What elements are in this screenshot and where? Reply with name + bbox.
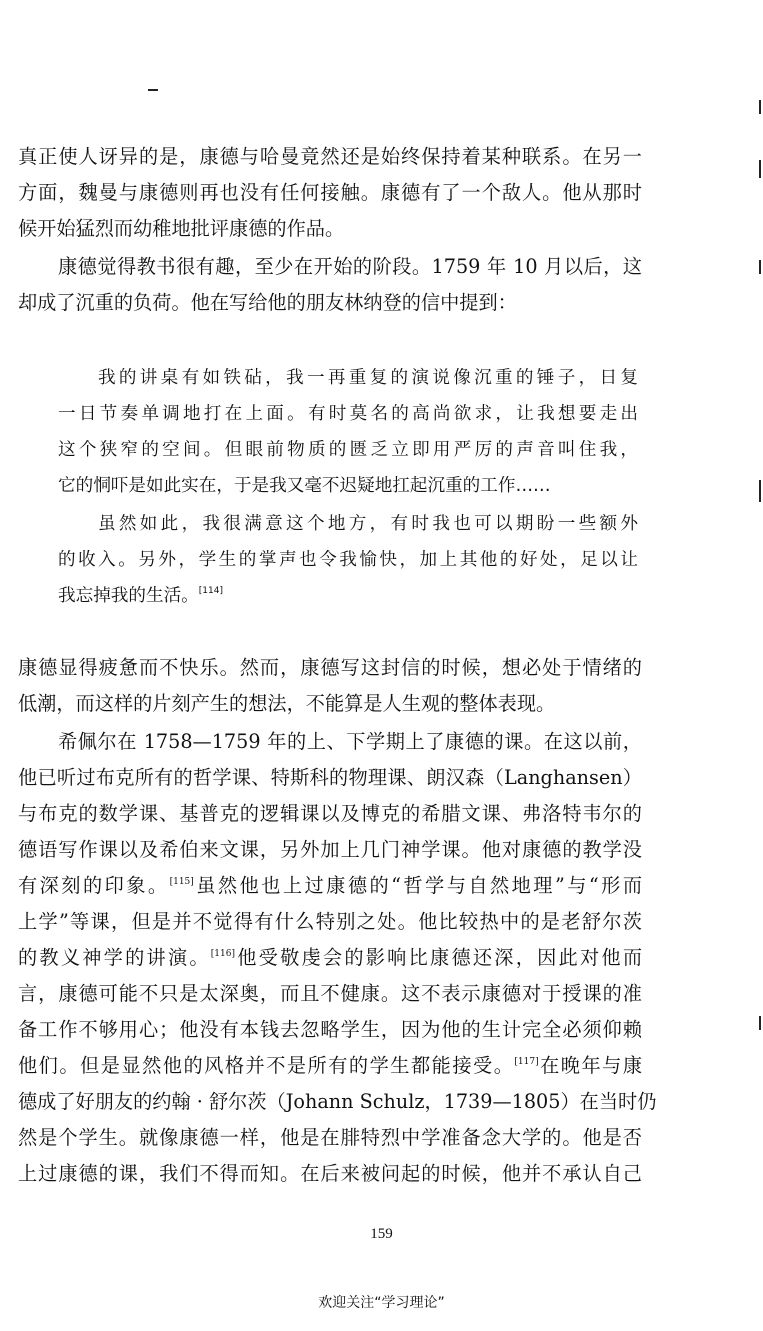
footnote-ref-115: [115] [169, 877, 194, 887]
body-text-line: 上过康德的课，我们不得而知。在后来被问起的时候，他并不承认自己 [18, 1162, 642, 1185]
quote-text-line: 它的恫吓是如此实在，于是我又毫不迟疑地扛起沉重的工作…… [58, 476, 551, 496]
body-text-line: 康德显得疲惫而不快乐。然而，康德写这封信的时候，想必处于情绪的 [18, 656, 642, 679]
body-text-line: 他已听过布克所有的哲学课、特斯科的物理课、朗汉森（Langhansen） [18, 766, 642, 789]
body-text-line [18, 874, 642, 898]
body-text: 他受敬虔会的影响比康德还深，因此对他而 [235, 946, 643, 969]
footnote-ref-114: [114] [198, 586, 223, 596]
scan-mark-right-5 [759, 1016, 761, 1030]
body-text-line: 候开始猛烈而幼稚地批评康德的作品。 [18, 217, 345, 240]
body-text: 有深刻的印象。 [18, 874, 170, 897]
scan-mark-right-1 [759, 100, 761, 114]
body-text-line: 备工作不够用心；他没有本钱去忽略学生，因为他的生计完全必须仰赖 [18, 1018, 642, 1041]
body-text: 虽然他也上过康德的“哲学与自然地理”与“形而 [193, 874, 643, 897]
quote-text-line: 我的讲桌有如铁砧，我一再重复的演说像沉重的锤子，日复 [98, 368, 638, 388]
body-text-line: 康德觉得教书很有趣，至少在开始的阶段。1759 年 10 月以后，这 [58, 255, 642, 278]
quote-text: 我忘掉我的生活。 [58, 586, 199, 606]
body-text-line: 上学”等课，但是并不觉得有什么特别之处。他比较热中的是老舒尔茨 [18, 910, 642, 933]
body-text-line [18, 946, 642, 970]
body-text: 他们。但是显然他的风格并不是所有的学生都能接受。 [18, 1054, 515, 1077]
body-text-line: 希佩尔在 1758—1759 年的上、下学期上了康德的课。在这以前， [58, 730, 642, 753]
body-text: 的教义神学的讲演。 [18, 946, 211, 969]
body-text-line: 德成了好朋友的约翰 · 舒尔茨（Johann Schulz，1739—1805）在当时仍 [18, 1090, 657, 1113]
body-text-line: 低潮，而这样的片刻产生的想法，不能算是人生观的整体表现。 [18, 692, 556, 715]
quote-text-line: 的收入。另外，学生的掌声也令我愉快，加上其他的好处，足以让 [58, 550, 638, 570]
scan-mark-top [148, 89, 158, 91]
body-text: 在晚年与康 [538, 1054, 643, 1077]
scan-mark-right-2 [759, 160, 761, 178]
footnote-ref-116: [116] [210, 949, 235, 959]
body-text-line: 德语写作课以及希伯来文课，另外加上几门神学课。他对康德的教学没 [18, 838, 642, 861]
body-text-line: 与布克的数学课、基普克的逻辑课以及博克的希腊文课、弗洛特韦尔的 [18, 802, 642, 825]
quote-text-line [58, 584, 638, 608]
scan-mark-right-3 [759, 260, 761, 274]
page-number: 159 [370, 1226, 393, 1242]
quote-text-line: 这个狭窄的空间。但眼前物质的匮乏立即用严厉的声音叫住我， [58, 440, 638, 460]
quote-text-line: 虽然如此，我很满意这个地方，有时我也可以期盼一些额外 [98, 514, 638, 534]
scan-mark-right-4 [759, 480, 761, 502]
body-text-line: 真正使人讶异的是，康德与哈曼竟然还是始终保持着某种联系。在另一 [18, 145, 642, 168]
body-text-line: 然是个学生。就像康德一样，他是在腓特烈中学准备念大学的。他是否 [18, 1126, 642, 1149]
body-text-line: 却成了沉重的负荷。他在写给他的朋友林纳登的信中提到： [18, 291, 517, 314]
footnote-ref-117: [117] [514, 1057, 539, 1067]
quote-text-line: 一日节奏单调地打在上面。有时莫名的高尚欲求，让我想要走出 [58, 404, 638, 424]
footer-text: 欢迎关注“学习理论” [318, 1295, 445, 1311]
body-text-line: 方面，魏曼与康德则再也没有任何接触。康德有了一个敌人。他从那时 [18, 181, 642, 204]
body-text-line: 言，康德可能不只是太深奥，而且不健康。这不表示康德对于授课的准 [18, 982, 642, 1005]
body-text-line [18, 1054, 642, 1078]
